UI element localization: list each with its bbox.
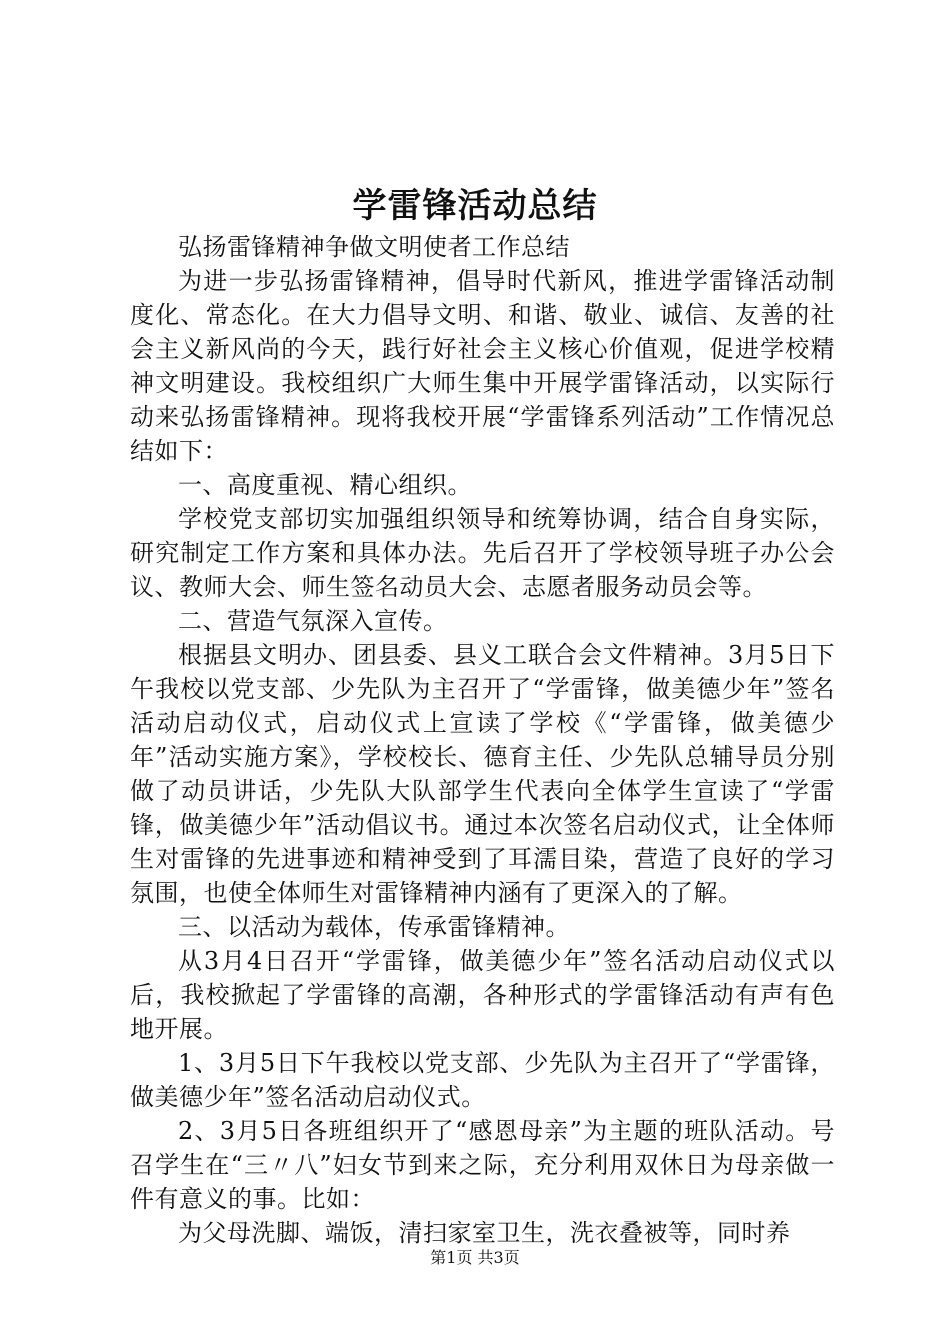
document-body: [130, 230, 835, 1250]
section-heading-1: 一、高度重视、精心组织。: [178, 471, 472, 499]
continuation-paragraph: 为父母洗脚、端饭，清扫家室卫生，洗衣叠被等，同时养: [178, 1219, 791, 1247]
section-1-paragraph: 学校党支部切实加强组织领导和统筹协调，结合自身实际，研究制定工作方案和具体办法。先后召开了学校领导班子办公会议、教师大会、师生签名动员大会、志愿者服务动员会等。: [130, 505, 835, 601]
intro-paragraph: 为进一步弘扬雷锋精神，倡导时代新风，推进学雷锋活动制度化、常态化。在大力倡导文明、和谐、敬业、诚信、友善的社会主义新风尚的今天，践行好社会主义核心价值观，促进学校精神文明建设。我校组织广大师生集中开展学雷锋活动，以实际行动来弘扬雷锋精神。现将我校开展“学雷锋系列活动”工作情况总结如下：: [130, 267, 835, 465]
section-heading-3: 三、以活动为载体，传承雷锋精神。: [178, 913, 570, 941]
section-2-paragraph: 根据县文明办、团县委、县义工联合会文件精神。3月5日下午我校以党支部、少先队为主召开了“学雷锋，做美德少年”签名活动启动仪式，启动仪式上宣读了学校《“学雷锋，做美德少年”活动实施方案》，学校校长、德育主任、少先队总辅导员分别做了动员讲话，少先队大队部学生代表向全体学生宣读了“学雷锋，做美德少年”活动倡议书。通过本次签名启动仪式，让全体师生对雷锋的先进事迹和精神受到了耳濡目染，营造了良好的学习氛围，也使全体师生对雷锋精神内涵有了更深入的了解。: [130, 641, 835, 907]
list-item-1: 1、3月5日下午我校以党支部、少先队为主召开了“学雷锋，做美德少年”签名活动启动仪式。: [130, 1049, 835, 1111]
list-item-2: 2、3月5日各班组织开了“感恩母亲”为主题的班队活动。号召学生在“三〃八”妇女节到来之际，充分利用双休日为母亲做一件有意义的事。比如：: [130, 1117, 835, 1213]
document-title: 学雷锋活动总结: [352, 186, 598, 226]
section-heading-2: 二、营造气氛深入宣传。: [178, 607, 448, 635]
section-3-paragraph: 从3月4日召开“学雷锋，做美德少年”签名活动启动仪式以后，我校掀起了学雷锋的高潮，各种形式的学雷锋活动有声有色地开展。: [130, 947, 835, 1043]
subtitle-paragraph: 弘扬雷锋精神争做文明使者工作总结: [178, 233, 570, 261]
page-number-footer: 第1页 共3页: [430, 1248, 520, 1267]
